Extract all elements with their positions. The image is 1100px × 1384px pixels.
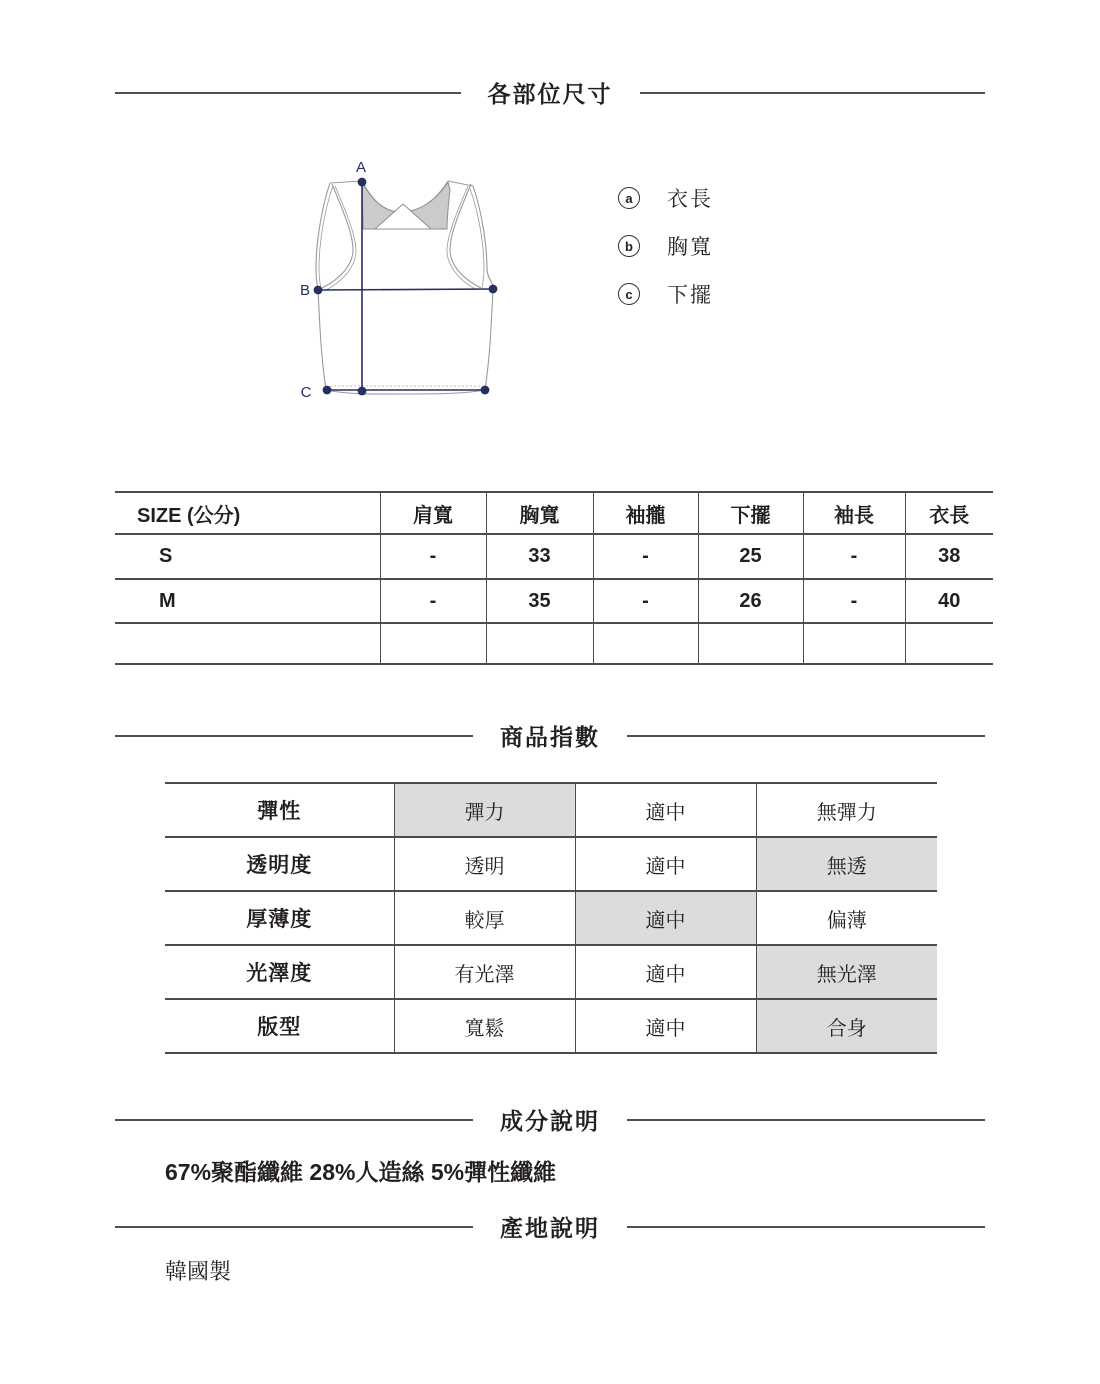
size-header-hem: 下擺 <box>698 492 803 534</box>
index-label: 透明度 <box>165 837 394 891</box>
diagram-label-c: C <box>300 384 312 401</box>
divider-line <box>627 1226 985 1228</box>
legend-item-chest <box>618 234 713 258</box>
index-row-transparency <box>165 837 937 891</box>
divider-line <box>115 735 473 737</box>
index-option: 透明 <box>394 837 575 891</box>
size-table-container <box>115 491 993 665</box>
circled-c-icon: c <box>618 283 640 305</box>
legend-item-hem <box>618 282 713 306</box>
measure-line-b <box>318 289 493 290</box>
product-index-table <box>165 782 937 1054</box>
divider-line <box>627 735 985 737</box>
index-option: 寬鬆 <box>394 999 575 1053</box>
size-header-armhole: 袖攏 <box>593 492 698 534</box>
measurement-legend <box>618 186 713 330</box>
size-row-m <box>115 579 993 623</box>
index-row-fit <box>165 999 937 1053</box>
index-option: 彈力 <box>394 783 575 837</box>
legend-label: 衣長 <box>667 188 713 211</box>
size-name: M <box>115 579 380 623</box>
index-label: 彈性 <box>165 783 394 837</box>
composition-text: 67%聚酯纖維 28%人造絲 5%彈性纖維 <box>165 1159 557 1185</box>
size-value: 26 <box>698 579 803 623</box>
index-option: 適中 <box>575 783 756 837</box>
size-header-unit: SIZE (公分) <box>115 492 380 534</box>
size-value: - <box>803 579 905 623</box>
index-label: 厚薄度 <box>165 891 394 945</box>
size-value: - <box>593 534 698 579</box>
composition-section-title: 成分說明 <box>500 1108 600 1134</box>
index-option: 適中 <box>575 891 756 945</box>
divider-line <box>640 92 986 94</box>
size-value <box>380 623 486 664</box>
size-value: 38 <box>905 534 993 579</box>
index-option: 合身 <box>756 999 937 1053</box>
index-label: 光澤度 <box>165 945 394 999</box>
size-value <box>905 623 993 664</box>
size-value <box>803 623 905 664</box>
size-value: - <box>803 534 905 579</box>
origin-section-header <box>115 1210 985 1243</box>
index-label: 版型 <box>165 999 394 1053</box>
size-name: S <box>115 534 380 579</box>
legend-label: 胸寬 <box>667 236 713 259</box>
circled-a-icon: a <box>618 187 640 209</box>
size-header-length: 衣長 <box>905 492 993 534</box>
size-value: - <box>380 579 486 623</box>
divider-line <box>627 1119 985 1121</box>
size-value: 33 <box>486 534 593 579</box>
size-value: 40 <box>905 579 993 623</box>
index-section-title: 商品指數 <box>500 724 600 750</box>
index-row-elasticity <box>165 783 937 837</box>
legend-item-length <box>618 186 713 210</box>
index-option: 偏薄 <box>756 891 937 945</box>
index-option: 有光澤 <box>394 945 575 999</box>
diagram-label-b: B <box>299 282 311 299</box>
diagram-label-a: A <box>355 159 367 176</box>
index-row-thickness <box>165 891 937 945</box>
index-option: 適中 <box>575 945 756 999</box>
size-value: 35 <box>486 579 593 623</box>
index-option: 適中 <box>575 837 756 891</box>
size-row-empty <box>115 623 993 664</box>
index-option: 無光澤 <box>756 945 937 999</box>
measurements-section-header <box>115 76 985 109</box>
index-table-container <box>165 782 937 1054</box>
size-table <box>115 491 993 665</box>
garment-diagram <box>290 150 510 412</box>
index-option: 較厚 <box>394 891 575 945</box>
index-option: 無彈力 <box>756 783 937 837</box>
divider-line <box>115 1226 473 1228</box>
size-header-chest: 胸寬 <box>486 492 593 534</box>
size-value <box>593 623 698 664</box>
size-row-s <box>115 534 993 579</box>
size-table-header-row <box>115 492 993 534</box>
size-value: - <box>380 534 486 579</box>
index-row-sheen <box>165 945 937 999</box>
size-header-shoulder: 肩寬 <box>380 492 486 534</box>
measurements-section-title: 各部位尺寸 <box>487 81 613 107</box>
size-value: - <box>593 579 698 623</box>
index-section-header <box>115 719 985 752</box>
size-header-sleeve: 袖長 <box>803 492 905 534</box>
divider-line <box>115 1119 473 1121</box>
size-value <box>486 623 593 664</box>
garment-neck-panel <box>362 182 450 229</box>
index-option: 無透 <box>756 837 937 891</box>
origin-section-title: 產地說明 <box>500 1215 600 1241</box>
divider-line <box>115 92 461 94</box>
circled-b-icon: b <box>618 235 640 257</box>
origin-text: 韓國製 <box>165 1259 232 1284</box>
size-name <box>115 623 380 664</box>
index-option: 適中 <box>575 999 756 1053</box>
composition-section-header <box>115 1103 985 1136</box>
legend-label: 下擺 <box>667 284 713 307</box>
size-value: 25 <box>698 534 803 579</box>
size-value <box>698 623 803 664</box>
